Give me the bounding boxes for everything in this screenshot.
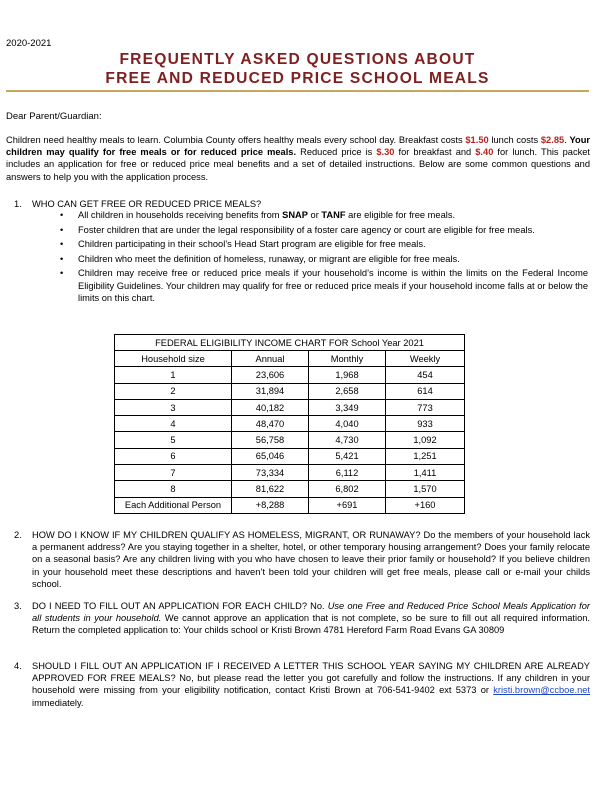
cell-monthly: 2,658 bbox=[309, 383, 386, 399]
header-weekly: Weekly bbox=[386, 351, 465, 367]
cell-annual: 48,470 bbox=[232, 416, 309, 432]
question-3-body: We cannot approve an application that is not complete, so be sure to fill out all required information. Return the completed application to: Your childs school or Kristi Brown 4781 Hereford Farm Road Evans GA 30809 bbox=[32, 613, 590, 636]
cell-annual: 65,046 bbox=[232, 448, 309, 464]
bullet-text: Foster children that are under the legal responsibility of a foster care agency or court are eligible for free meals. bbox=[78, 224, 535, 235]
cell-household-size: 7 bbox=[115, 465, 232, 481]
question-4-text bbox=[32, 660, 590, 709]
bullet-text: are eligible for free meals. bbox=[345, 210, 456, 220]
title-divider bbox=[6, 90, 589, 92]
cell-household-size: 8 bbox=[115, 481, 232, 497]
cell-monthly: 6,802 bbox=[309, 481, 386, 497]
bullet-foster bbox=[60, 224, 588, 236]
bullet-dot: • bbox=[60, 210, 64, 220]
cell-annual: 81,622 bbox=[232, 481, 309, 497]
table-row bbox=[115, 448, 465, 464]
question-4-body: SHOULD I FILL OUT AN APPLICATION IF I RECEIVED A LETTER THIS SCHOOL YEAR SAYING MY CHILDREN ARE ALREADY APPROVED FOR FREE MEALS? No, but please read the letter you got carefully and follow the instructions. If any children in your household were missing from your eligibility notification, contact Kristi Brown at 706-541-9402 ext 5373 or bbox=[32, 661, 590, 696]
bullet-dot: • bbox=[60, 253, 64, 264]
cell-household-size: 2 bbox=[115, 383, 232, 399]
cell-household-size: 5 bbox=[115, 432, 232, 448]
cell-monthly: 5,421 bbox=[309, 448, 386, 464]
cell-annual: 56,758 bbox=[232, 432, 309, 448]
table-row bbox=[115, 383, 465, 399]
table-row bbox=[115, 367, 465, 383]
table-row bbox=[115, 465, 465, 481]
cell-household-size: 6 bbox=[115, 448, 232, 464]
intro-text-3: . bbox=[564, 135, 570, 145]
cell-monthly: +691 bbox=[309, 497, 386, 513]
cell-weekly: 614 bbox=[386, 383, 465, 399]
cell-monthly: 4,730 bbox=[309, 432, 386, 448]
table-row bbox=[115, 399, 465, 415]
question-4-number: 4. bbox=[14, 661, 22, 671]
cell-household-size: 4 bbox=[115, 416, 232, 432]
table-header-row bbox=[115, 351, 465, 367]
cell-household-size: 3 bbox=[115, 399, 232, 415]
reduced-lunch-price: $.40 bbox=[475, 147, 494, 158]
eligibility-bullet-list bbox=[60, 209, 588, 306]
cell-weekly: 1,092 bbox=[386, 432, 465, 448]
cell-annual: 23,606 bbox=[232, 367, 309, 383]
snap-label: SNAP bbox=[282, 210, 308, 220]
bullet-text: Children may receive free or reduced price meals if your household’s income is within the limits on the Federal Income Eligibility Guidelines. Your children may qualify for free or reduced price meals if your household income falls at or below the limits on this chart. bbox=[78, 268, 588, 303]
cell-monthly: 6,112 bbox=[309, 465, 386, 481]
school-year-label: 2020-2021 bbox=[6, 38, 52, 49]
intro-text-4: Reduced price is bbox=[296, 147, 377, 158]
bullet-head-start bbox=[60, 238, 588, 250]
document-title bbox=[0, 50, 595, 88]
cell-monthly: 3,349 bbox=[309, 399, 386, 415]
question-3-italic: Use one Free and Reduced Price School Meals Application for all students in your household. bbox=[32, 601, 590, 624]
intro-text-5: for breakfast and bbox=[394, 147, 476, 158]
salutation: Dear Parent/Guardian: bbox=[6, 111, 102, 122]
tanf-label: TANF bbox=[321, 210, 346, 220]
bullet-text: or bbox=[307, 210, 322, 220]
header-household-size: Household size bbox=[115, 351, 232, 367]
question-4-tail: immediately. bbox=[32, 697, 84, 708]
cell-weekly: 1,411 bbox=[386, 465, 465, 481]
question-3-text bbox=[32, 600, 590, 637]
cell-annual: 31,894 bbox=[232, 383, 309, 399]
bullet-dot: • bbox=[60, 224, 64, 235]
question-2-text: HOW DO I KNOW IF MY CHILDREN QUALIFY AS HOMELESS, MIGRANT, OR RUNAWAY? Do the members of your household lack a permanent address? Are you staying together in a shelter, hotel, or other temporary housing arrangement? Does your family relocate on a seasonal basis? Are any children living with you who have chosen to leave their prior family or household? If you believe children in your household meet these descriptions and haven’t been told your children will get free meals, please call or e-mail your childs school. bbox=[32, 530, 590, 589]
title-line-1: FREQUENTLY ASKED QUESTIONS ABOUT bbox=[119, 51, 476, 68]
cell-monthly: 1,968 bbox=[309, 367, 386, 383]
header-annual: Annual bbox=[232, 351, 309, 367]
table-row bbox=[115, 481, 465, 497]
cell-annual: +8,288 bbox=[232, 497, 309, 513]
contact-email-link[interactable]: kristi.brown@ccboe.net bbox=[493, 685, 590, 696]
cell-weekly: 773 bbox=[386, 399, 465, 415]
cell-monthly: 4,040 bbox=[309, 416, 386, 432]
breakfast-price: $1.50 bbox=[465, 135, 489, 145]
title-line-2: FREE AND REDUCED PRICE SCHOOL MEALS bbox=[105, 70, 490, 87]
bullet-homeless bbox=[60, 253, 588, 265]
question-2 bbox=[14, 529, 590, 590]
bullet-dot: • bbox=[60, 268, 64, 279]
cell-weekly: 933 bbox=[386, 416, 465, 432]
question-2-number: 2. bbox=[14, 530, 22, 540]
question-3-number: 3. bbox=[14, 601, 22, 611]
bullet-dot: • bbox=[60, 239, 64, 250]
question-3-lead: DO I NEED TO FILL OUT AN APPLICATION FOR EACH CHILD? No. bbox=[32, 601, 328, 611]
header-monthly: Monthly bbox=[309, 351, 386, 367]
question-3 bbox=[14, 600, 590, 637]
cell-weekly: 454 bbox=[386, 367, 465, 383]
income-eligibility-table bbox=[114, 334, 465, 514]
intro-text-6: for lunch. This packet includes an application for free or reduced price meal benefits and a set of detailed instructions. Below are some common questions and answers to help you with the application process. bbox=[6, 147, 591, 182]
intro-text-1: Children need healthy meals to learn. Columbia County offers healthy meals every school day. Breakfast costs bbox=[6, 135, 466, 145]
question-1-heading: WHO CAN GET FREE OR REDUCED PRICE MEALS? bbox=[32, 199, 262, 209]
cell-household-size: Each Additional Person bbox=[115, 497, 232, 513]
table-title: FEDERAL ELIGIBILITY INCOME CHART FOR School Year 2021 bbox=[115, 335, 465, 351]
table-row bbox=[115, 497, 465, 513]
lunch-price: $2.85 bbox=[540, 135, 565, 145]
cell-annual: 73,334 bbox=[232, 465, 309, 481]
cell-weekly: +160 bbox=[386, 497, 465, 513]
question-4 bbox=[14, 660, 590, 709]
bullet-text: All children in households receiving benefits from bbox=[78, 210, 283, 220]
bullet-snap-tanf bbox=[60, 209, 588, 221]
table-row bbox=[115, 416, 465, 432]
table-title-row bbox=[115, 335, 465, 351]
question-1-number: 1. bbox=[14, 199, 22, 209]
intro-text-2: lunch costs bbox=[488, 135, 541, 145]
intro-bold-sentence: Your children may qualify for free meals or for reduced price meals. bbox=[6, 135, 591, 158]
cell-household-size: 1 bbox=[115, 367, 232, 383]
reduced-breakfast-price: $.30 bbox=[376, 147, 395, 158]
bullet-income bbox=[60, 267, 588, 304]
cell-weekly: 1,570 bbox=[386, 481, 465, 497]
bullet-text: Children who meet the definition of homeless, runaway, or migrant are eligible for free meals. bbox=[78, 253, 460, 264]
table-row bbox=[115, 432, 465, 448]
cell-weekly: 1,251 bbox=[386, 448, 465, 464]
cell-annual: 40,182 bbox=[232, 399, 309, 415]
intro-paragraph bbox=[6, 134, 590, 183]
bullet-text: Children participating in their school’s Head Start program are eligible for free meals. bbox=[78, 239, 426, 250]
